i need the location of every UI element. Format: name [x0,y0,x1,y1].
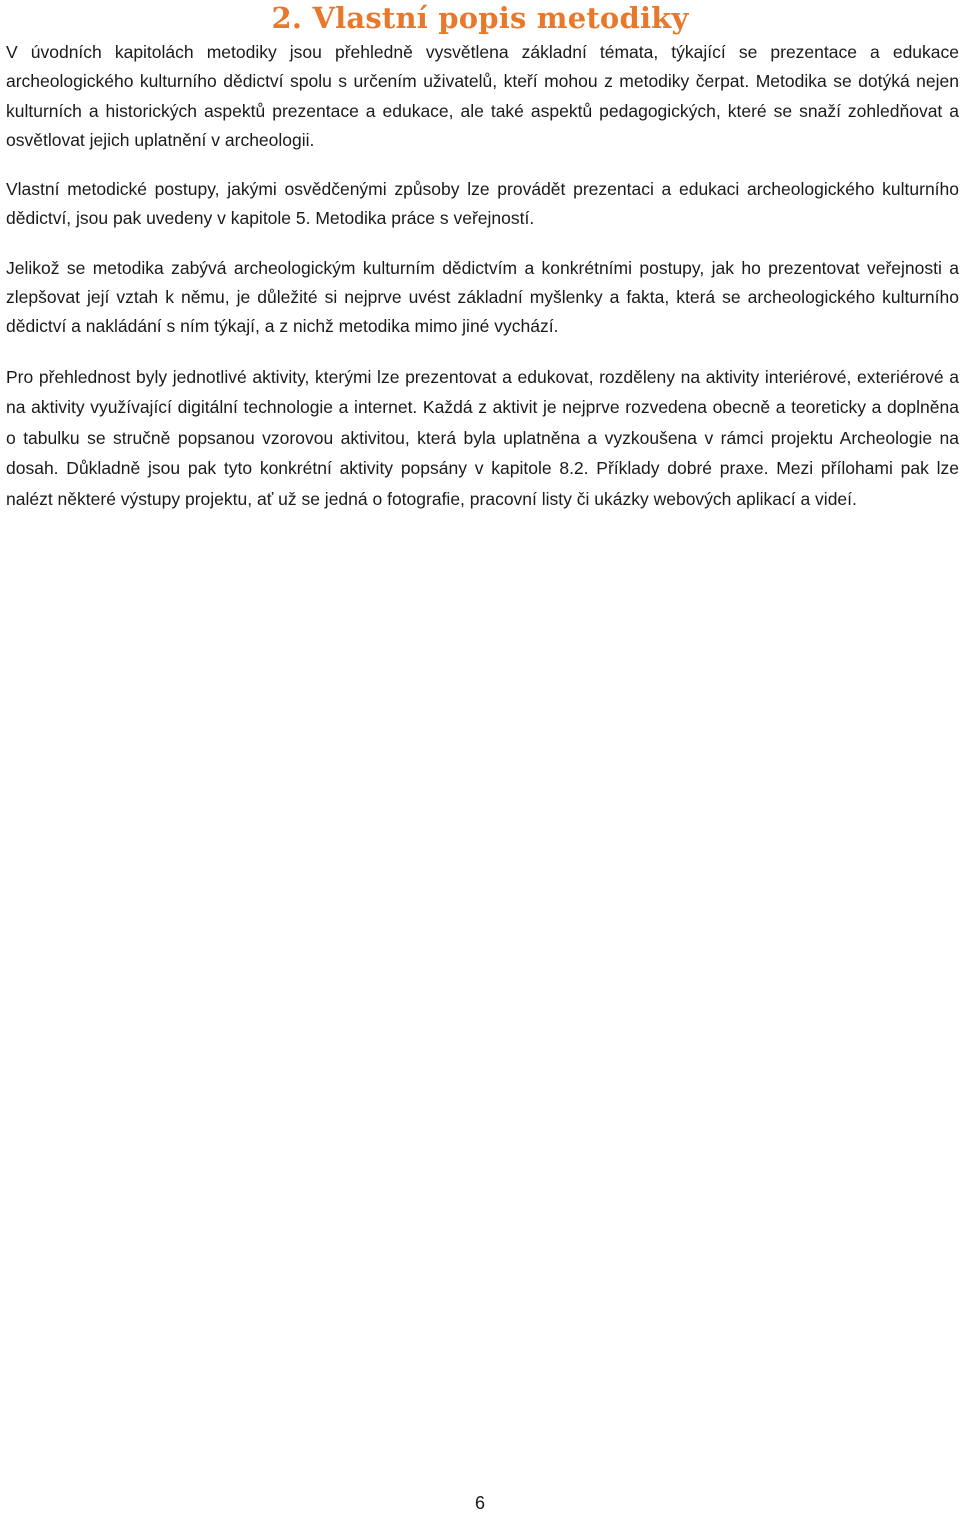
section-heading: 2. Vlastní popis metodiky [271,1,689,35]
page-number: 6 [474,1493,485,1513]
paragraph-activities: Pro přehlednost byly jednotlivé aktivity, kterými lze prezentovat a edukovat, rozděleny na aktivity interiérové, exteriérové a na aktivity využívající digitální technologie a internet. Každá z aktivit je nejprve rozvedena obecně a teoreticky a doplněna o tabulku se stručně popsanou vzorovou aktivitou, která byla uplatněna a vyzkoušena v rámci projektu Archeologie na dosah. Důkladně jsou pak tyto konkrétní aktivity popsány v kapitole 8.2. Příklady dobré praxe. Mezi přílohami pak lze nalézt některé výstupy projektu, ať už se jedná o fotografie, pracovní listy či ukázky webových aplikací a videí. [6,366,959,509]
paragraph-methods: Vlastní metodické postupy, jakými osvědčenými způsoby lze provádět prezentaci a edukaci archeologického kulturního dědictví, jsou pak uvedeny v kapitole 5. Metodika práce s veřejností. [6,179,959,229]
section-body [6,38,959,514]
paragraph-heritage: Jelikož se metodika zabývá archeologickým kulturním dědictvím a konkrétními postupy, jak ho prezentovat veřejnosti a zlepšovat její vztah k němu, je důležité si nejprve uvést základní myšlenky a fakta, která se archeologického kulturního dědictví a nakládání s ním týkají, a z nichž metodika mimo jiné vychází. [6,257,959,337]
paragraph-intro: V úvodních kapitolách metodiky jsou přehledně vysvětlena základní témata, týkající se prezentace a edukace archeologického kulturního dědictví spolu s určením uživatelů, kteří mohou z metodiky čerpat. Metodika se dotýká nejen kulturních a historických aspektů prezentace a edukace, ale také aspektů pedagogických, které se snaží zohledňovat a osvětlovat jejich uplatnění v archeologii. [6,42,959,150]
